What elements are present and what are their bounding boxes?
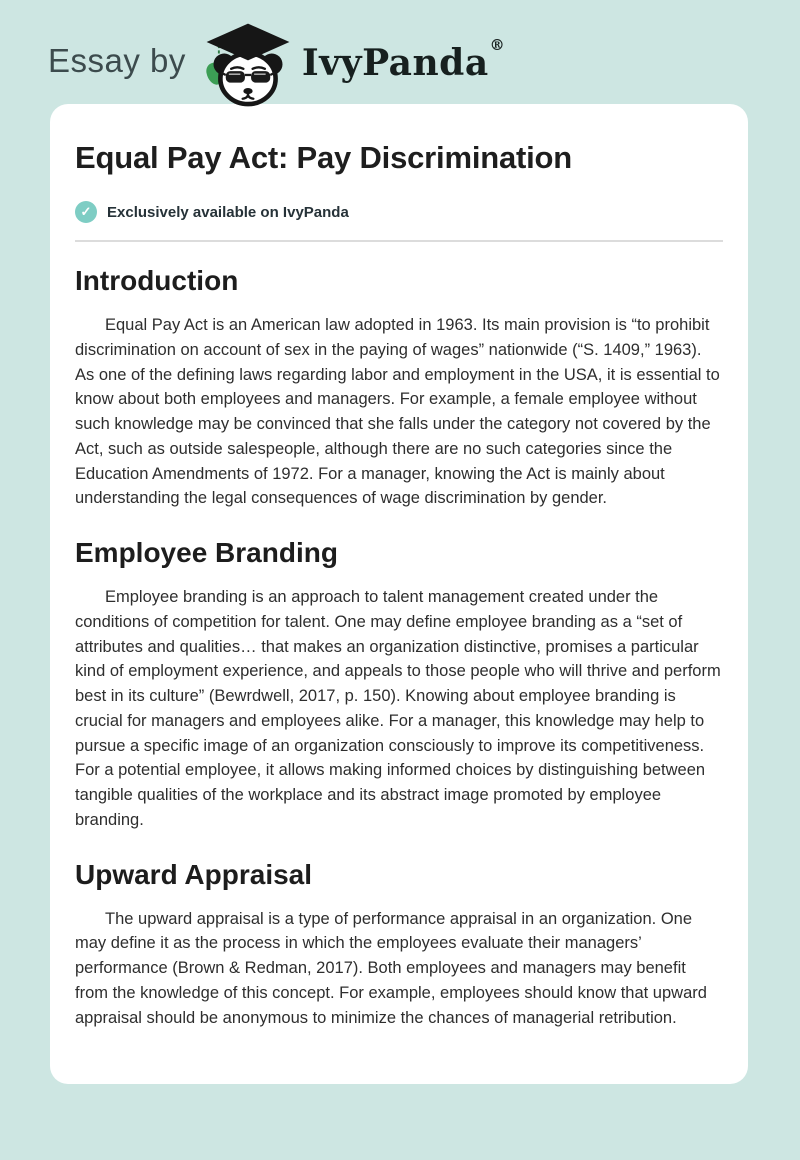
section-heading: Introduction — [75, 265, 239, 296]
essay-section — [75, 859, 723, 1031]
essay-by-label: Essay by — [48, 42, 186, 79]
section-heading: Upward Appraisal — [75, 858, 313, 890]
section-paragraph: The upward appraisal is a type of performance appraisal in an organization. One may define it as the process in which the employees evaluate their managers’ performance (Brown & Redman, 2017). Both employees and managers may benefit from the knowledge of this concept. For example, employees should know that upward appraisal should be anonymous to minimize the chances of managerial retribution. — [75, 909, 707, 1027]
registered-mark: ® — [489, 36, 506, 54]
divider — [75, 240, 723, 242]
section-paragraph: Equal Pay Act is an American law adopted in 1963. Its main provision is “to prohibit discrimination on account of sex in the paying of wages” nationwide (“S. 1409,” 1963). As one of the defining laws regarding labor and employment in the USA, it is essential to know about both employees and managers. For example, a female employee without such knowledge may be convinced that she falls under the category not covered by the Act, such as outside salespeople, although there are no such categories since the Education Amendments of 1972. For a manager, knowing the Act is mainly about understanding the legal consequences of wage discrimination by gender. — [75, 316, 720, 508]
essay-card — [50, 104, 748, 1084]
ivypanda-panda-logo-icon — [202, 22, 294, 108]
essay-section — [75, 265, 723, 511]
page-header — [0, 0, 800, 96]
check-icon: ✓ — [75, 201, 97, 223]
page-title: Equal Pay Act: Pay Discrimination — [75, 140, 573, 175]
exclusive-badge — [75, 201, 723, 223]
brand-text: IvyPanda — [301, 42, 489, 84]
badge-label: Exclusively available on IvyPanda — [107, 203, 349, 221]
section-heading: Employee Branding — [75, 537, 338, 568]
essay-section — [75, 537, 723, 833]
brand-wordmark — [301, 36, 506, 84]
sections — [75, 265, 723, 1030]
section-paragraph: Employee branding is an approach to talent management created under the conditions of competition for talent. One may define employee branding as a “set of attributes and qualities… that makes an organization distinctive, promises a particular kind of employment experience, and appeals to those people who will thrive and perform best in its culture” (Bewrdwell, 2017, p. 150). Knowing about employee branding is crucial for managers and employees alike. For a manager, this knowledge may help to pursue a specific image of an organization consciously to improve its competitiveness. For a potential employee, it allows making informed choices by distinguishing between tangible qualities of the workplace and its abstract image promoted by employee branding. — [75, 588, 721, 829]
